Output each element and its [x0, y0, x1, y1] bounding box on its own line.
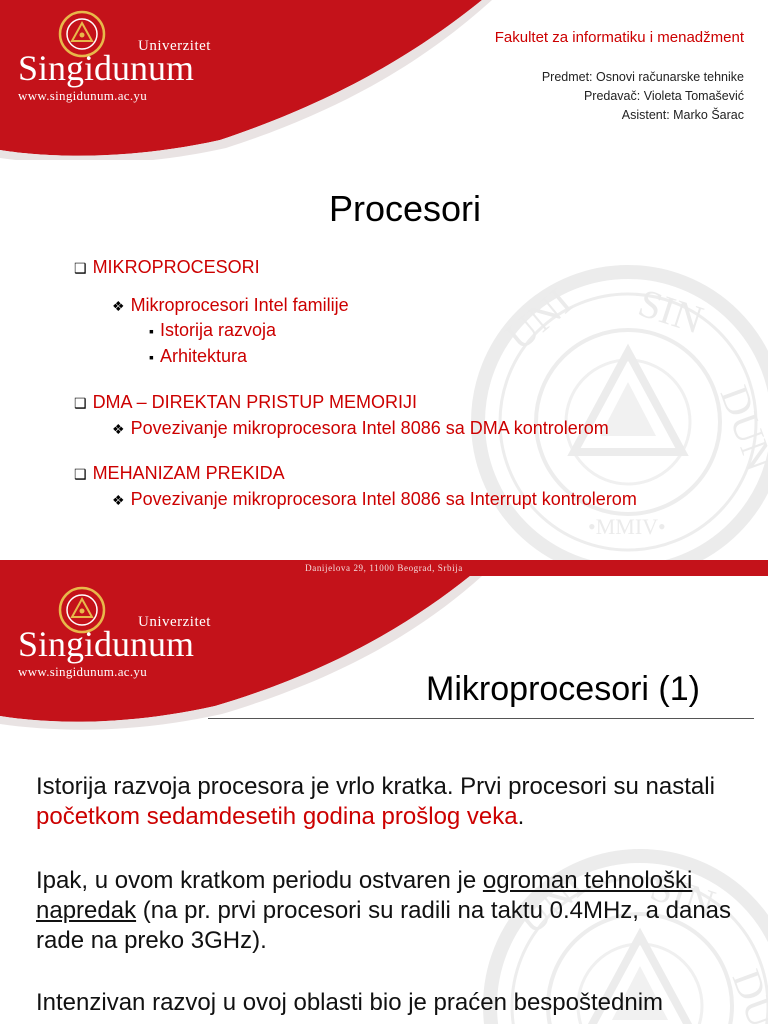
slide-title: Mikroprocesori (1) — [426, 670, 700, 708]
square-bullet-icon: ❑ — [74, 395, 87, 411]
outline-section-prekidi: ❑ MEHANIZAM PREKIDA — [74, 463, 285, 483]
highlight-seventies: početkom sedamdesetih godina prošlog veka — [36, 803, 518, 830]
brand-url[interactable]: www.singidunum.ac.yu — [18, 664, 148, 679]
paragraph-history: Istorija razvoja procesora je vrlo kratka. Prvi procesori su nastali početkom sedamdesetih godina prošlog veka. — [36, 773, 715, 830]
outline-item-arhitektura: ▪ Arhitektura — [149, 346, 248, 366]
square-bullet-icon: ❑ — [74, 260, 87, 276]
footer-address: Danijelova 29, 11000 Beograd, Srbija — [0, 560, 768, 576]
diamond-bullet-icon: ❖ — [112, 492, 125, 508]
diamond-bullet-icon: ❖ — [112, 421, 125, 437]
small-square-bullet-icon: ▪ — [149, 323, 154, 339]
slide-mikroprocesori — [0, 576, 768, 1024]
paragraph-progress: Ipak, u ovom kratkom periodu ostvaren je ogroman tehnološki napredak (na pr. prvi procesori su radili na taktu 0.4MHz, a danas rade na preko 3GHz). — [36, 867, 732, 954]
title-divider — [208, 718, 754, 719]
outline-item-dma-kontroler: ❖ Povezivanje mikroprocesora Intel 8086 sa DMA kontrolerom — [112, 418, 609, 438]
underlined-progress: ogroman tehnološki napredak — [36, 867, 693, 924]
brand-name: Singidunum — [18, 48, 195, 88]
brand-url[interactable]: www.singidunum.ac.yu — [18, 88, 148, 103]
brand-university-word: Univerzitet — [138, 614, 211, 630]
course-assistant: Asistent: Marko Šarac — [621, 108, 744, 122]
slide-title: Procesori — [328, 188, 482, 229]
outline-item-istorija: ▪ Istorija razvoja — [149, 320, 277, 340]
outline-section-dma: ❑ DMA – DIREKTAN PRISTUP MEMORIJI — [74, 392, 417, 412]
outline-item-interrupt-kontroler: ❖ Povezivanje mikroprocesora Intel 8086 sa Interrupt kontrolerom — [112, 489, 637, 509]
outline-section-mikroprocesori: ❑ MIKROPROCESORI — [74, 257, 260, 277]
paragraph-development: Intenzivan razvoj u ovoj oblasti bio je praćen bespoštednim — [36, 989, 664, 1016]
outline-item-intel-family: ❖ Mikroprocesori Intel familije — [112, 295, 349, 315]
faculty-name: Fakultet za informatiku i menadžment — [494, 29, 744, 46]
course-subject: Predmet: Osnovi računarske tehnike — [541, 70, 744, 84]
diamond-bullet-icon: ❖ — [112, 298, 125, 314]
small-square-bullet-icon: ▪ — [149, 349, 154, 365]
brand-name: Singidunum — [18, 624, 195, 664]
square-bullet-icon: ❑ — [74, 466, 87, 482]
course-lecturer: Predavač: Violeta Tomašević — [583, 89, 744, 103]
brand-university-word: Univerzitet — [138, 38, 211, 54]
